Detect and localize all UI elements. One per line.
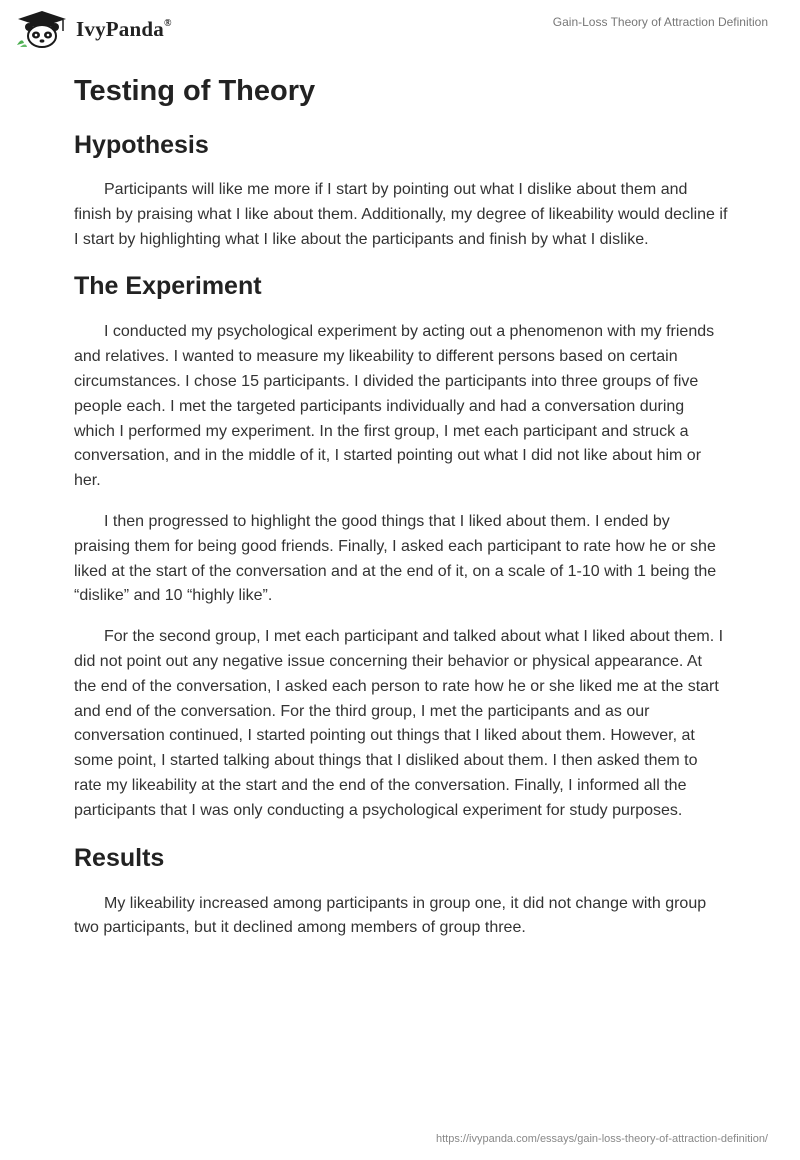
article-content <box>74 70 728 941</box>
page-title: Testing of Theory <box>74 75 316 107</box>
results-paragraph: My likeability increased among participants in group one, it did not change with group two participants, but it declined among members of group three. <box>74 894 707 937</box>
document-title: Gain-Loss Theory of Attraction Definition <box>552 15 768 29</box>
section-heading-hypothesis: Hypothesis <box>74 131 209 159</box>
section-heading-experiment: The Experiment <box>74 272 262 301</box>
panda-mascot-icon <box>14 9 70 49</box>
experiment-paragraph-2: I then progressed to highlight the good things that I liked about them. I ended by praising them for being good friends. Finally, I asked each participant to rate how he or she liked at the start of the conversation and at the end of it, on a scale of 1-10 with 1 being the “dislike” and 10 “highly like”. <box>74 512 717 605</box>
page-header <box>0 0 800 60</box>
hypothesis-paragraph: Participants will like me more if I start by pointing out what I dislike about them and finish by praising what I like about them. Additionally, my degree of likeability would decline if I start by highlighting what I like about the participants and finish by what I dislike. <box>74 181 728 248</box>
ivypanda-logo[interactable] <box>14 9 172 49</box>
source-url[interactable]: https://ivypanda.com/essays/gain-loss-theory-of-attraction-definition/ <box>436 1133 768 1145</box>
logo-text: IvyPanda® <box>76 16 172 41</box>
experiment-paragraph-1: I conducted my psychological experiment by acting out a phenomenon with my friends and relatives. I wanted to measure my likeability to different persons based on certain circumstances. I chose 15 participants. I divided the participants into three groups of five people each. I met the targeted participants individually and had a conversation during which I performed my experiment. In the first group, I met each participant and struck a conversation, and in the middle of it, I started pointing out what I did not like about him or her. <box>74 323 715 490</box>
experiment-paragraph-3: For the second group, I met each participant and talked about what I liked about them. I did not point out any negative issue concerning their behavior or physical appearance. At the end of the conversation, I asked each person to rate how he or she liked me at the start and end of the conversation. For the third group, I met the participants and as our conversation continued, I started pointing out things that I liked about them. However, at some point, I started talking about things that I disliked about them. I then asked them to rate my likeability at the start and the end of the conversation. Finally, I informed all the participants that I was only conducting a psychological experiment for study purposes. <box>74 628 724 819</box>
section-heading-results: Results <box>74 843 165 872</box>
